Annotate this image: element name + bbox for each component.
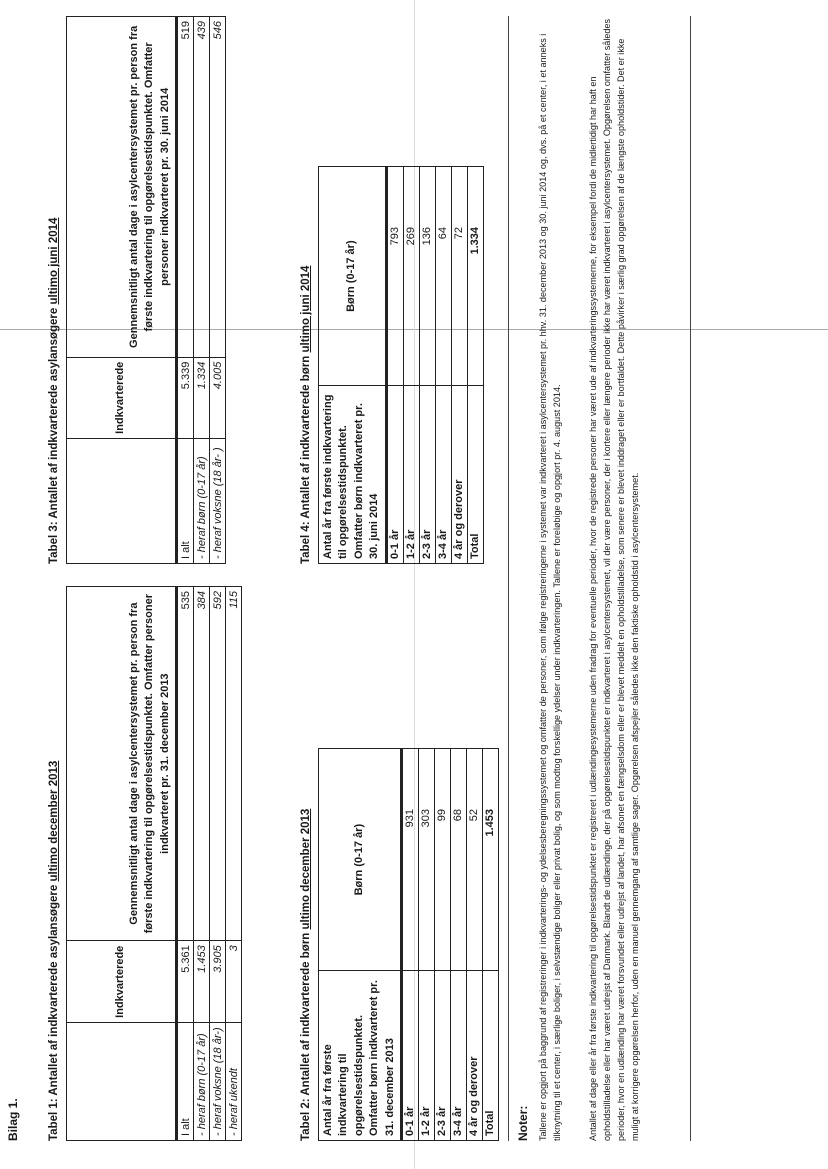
table3-header-indkv: Indkvarterede	[67, 357, 177, 438]
table1-caption: Tabel 1: Antallet af indkvarterede asylansøgere ultimo december 2013	[48, 760, 60, 1141]
table2-header-label: Antal år fra første indkvartering til opgørelsestidspunktet. Omfatter børn indkvarteret pr. 31. december 2013	[319, 971, 402, 1141]
table-row	[467, 167, 483, 564]
table-row	[451, 167, 467, 564]
table4-row-label: 3-4 år	[435, 386, 451, 564]
table2-row-value: 303	[418, 749, 434, 971]
table-row	[466, 749, 482, 1141]
table-row	[386, 167, 403, 564]
table1-row-label: I alt	[177, 1023, 194, 1141]
footer-rule	[690, 16, 691, 1141]
table-row	[177, 587, 194, 1141]
table4-header-row	[319, 167, 387, 564]
table-row	[226, 587, 242, 1141]
table4-row-label: 1-2 år	[403, 386, 419, 564]
table1-row-days: 115	[226, 587, 242, 941]
table1-row-indkv: 5.361	[177, 941, 194, 1023]
table4-caption: Tabel 4: Antallet af indkvarterede børn ultimo juni 2014	[300, 265, 312, 564]
table1-row-days: 535	[177, 587, 194, 941]
table2-header-row	[319, 749, 402, 1141]
table4-header-value: Børn (0-17 år)	[319, 167, 387, 386]
table3-caption: Tabel 3: Antallet af indkvarterede asylansøgere ultimo juni 2014	[48, 217, 60, 564]
table4-row-label: Total	[467, 386, 483, 564]
table3-row-label: - heraf voksne (18 år- )	[210, 438, 226, 563]
table-row	[177, 17, 194, 564]
table-row	[194, 587, 210, 1141]
table1-row-indkv: 3	[226, 941, 242, 1023]
table-row	[450, 749, 466, 1141]
table4-row-value: 793	[386, 167, 403, 386]
table2-row-label: Total	[482, 971, 498, 1141]
table3-row-indkv: 1.334	[194, 357, 210, 438]
table3-row-indkv: 4.005	[210, 357, 226, 438]
table2-row-label: 4 år og derover	[466, 971, 482, 1141]
table-row	[210, 587, 226, 1141]
table4-row-value: 64	[435, 167, 451, 386]
table1-row-indkv: 3.905	[210, 941, 226, 1023]
table4-row-value: 1.334	[467, 167, 483, 386]
table1-row-label: - heraf børn (0-17 år)	[194, 1023, 210, 1141]
table1-row-indkv: 1.453	[194, 941, 210, 1023]
notes-rule	[508, 16, 509, 1141]
table1-header-row	[67, 587, 177, 1141]
table3-row-label: - heraf børn (0-17 år)	[194, 438, 210, 563]
table2	[318, 748, 499, 1141]
table1-header-days: Gennemsnitligt antal dage i asylcentersystemet pr. person fra første indkvartering til opgørelsestidspunktet. Omfatter personer indkvarteret pr. 31. december 2013	[67, 587, 177, 941]
table1-row-days: 592	[210, 587, 226, 941]
notes-title: Noter:	[516, 1105, 530, 1141]
notes-paragraph-1: Tallene er opgjort på baggrund af registreringer i indkvarterings- og ydelsesberegningssystemet og omfatter de personer, som ifølge registreringerne i systemet var indkvarteret i asylcentersystemet pr. hhv. 31. december 2013 og 30. juni 2014 og, dvs. på et center, i et anneks i tilknytning til et center, i særlige boliger, i selvstændige boliger eller privat bolig, og som modtog forskellige ydelser under indkvarteringen. Tallene er foreløbige og opgjort pr. 4. august 2014.	[538, 33, 563, 1141]
table3-row-days: 439	[194, 17, 210, 358]
table1-header-indkv: Indkvarterede	[67, 941, 177, 1023]
table-row	[435, 167, 451, 564]
table3-header-days: Gennemsnitligt antal dage i asylcentersystemet pr. person fra første indkvartering til opgørelsestidspunktet. Omfatter personer indkvarteret pr. 30. juni 2014	[67, 17, 177, 358]
table3-row-days: 519	[177, 17, 194, 358]
table4-header-label: Antal år fra første indkvartering til opgørelsestidspunktet. Omfatter børn indkvarteret pr. 30. juni 2014	[319, 386, 387, 564]
table3-row-days: 546	[210, 17, 226, 358]
table4-row-value: 269	[403, 167, 419, 386]
table-row	[194, 17, 210, 564]
table1-row-label: - heraf voksne (18 år-)	[210, 1023, 226, 1141]
table1-row-days: 384	[194, 587, 210, 941]
table2-row-value: 931	[401, 749, 418, 971]
table4-row-label: 4 år og derover	[451, 386, 467, 564]
table3-header-row	[67, 17, 177, 564]
table-row	[482, 749, 498, 1141]
table4-row-label: 0-1 år	[386, 386, 403, 564]
notes-paragraph-2: Antallet af dage eller år fra første indkvartering til opgørelsestidspunktet er registreret i udlændingesystemerne uden fradrag for eventuelle perioder, hvor de registrede personer har været ude af indkvarteringssystemerne, for eksempel fordi de midlertidigt har haft en opholdstilladelse eller har været udrejst af Danmark. Blandt de udlændinge, der på opgørelsestidspunktet er indkvarteret i asylcentersystemet, vil der være personer, der i kortere eller længere perioder ikke har været indkvarteret i asylcentersystemet. Opgørelsen omfatter således perioder, hvor en udlænding har været forsvundet eller udrejst af landet, har afsonet en fængselsdom eller er blevet meddelt en opholdstilladelse, som senere er blevet inddraget eller er bortfaldet. Dette påvirker i særlig grad opgørelsen af de længste opholdstider. Det er ikke muligt at korrigere opgørelsen herfor, uden en manuel gennemgang af samtlige sager. Opgørelsen afspejler således ikke den faktiske opholdstid i asylcentersystemet.	[588, 18, 641, 1141]
table4	[318, 166, 484, 564]
appendix-label: Bilag 1.	[6, 1098, 20, 1141]
table2-row-value: 1.453	[482, 749, 498, 971]
table2-row-label: 2-3 år	[434, 971, 450, 1141]
table1	[66, 586, 242, 1141]
table3-row-indkv: 5.339	[177, 357, 194, 438]
table2-header-value: Børn (0-17 år)	[319, 749, 402, 971]
table-row	[401, 749, 418, 1141]
table-row	[434, 749, 450, 1141]
table2-row-value: 99	[434, 749, 450, 971]
table3-header-blank	[67, 438, 177, 563]
table2-row-label: 0-1 år	[401, 971, 418, 1141]
table3	[66, 16, 226, 564]
table4-row-label: 2-3 år	[419, 386, 435, 564]
table1-row-label: - heraf ukendt	[226, 1023, 242, 1141]
table2-row-value: 68	[450, 749, 466, 971]
table2-row-label: 3-4 år	[450, 971, 466, 1141]
table-row	[210, 17, 226, 564]
table2-row-label: 1-2 år	[418, 971, 434, 1141]
table-row	[418, 749, 434, 1141]
table4-row-value: 136	[419, 167, 435, 386]
table-row	[403, 167, 419, 564]
table3-row-label: I alt	[177, 438, 194, 563]
table-row	[419, 167, 435, 564]
table1-header-blank	[67, 1023, 177, 1141]
table4-row-value: 72	[451, 167, 467, 386]
table2-caption: Tabel 2: Antallet af indkvarterede børn ultimo december 2013	[300, 808, 312, 1141]
table2-row-value: 52	[466, 749, 482, 971]
